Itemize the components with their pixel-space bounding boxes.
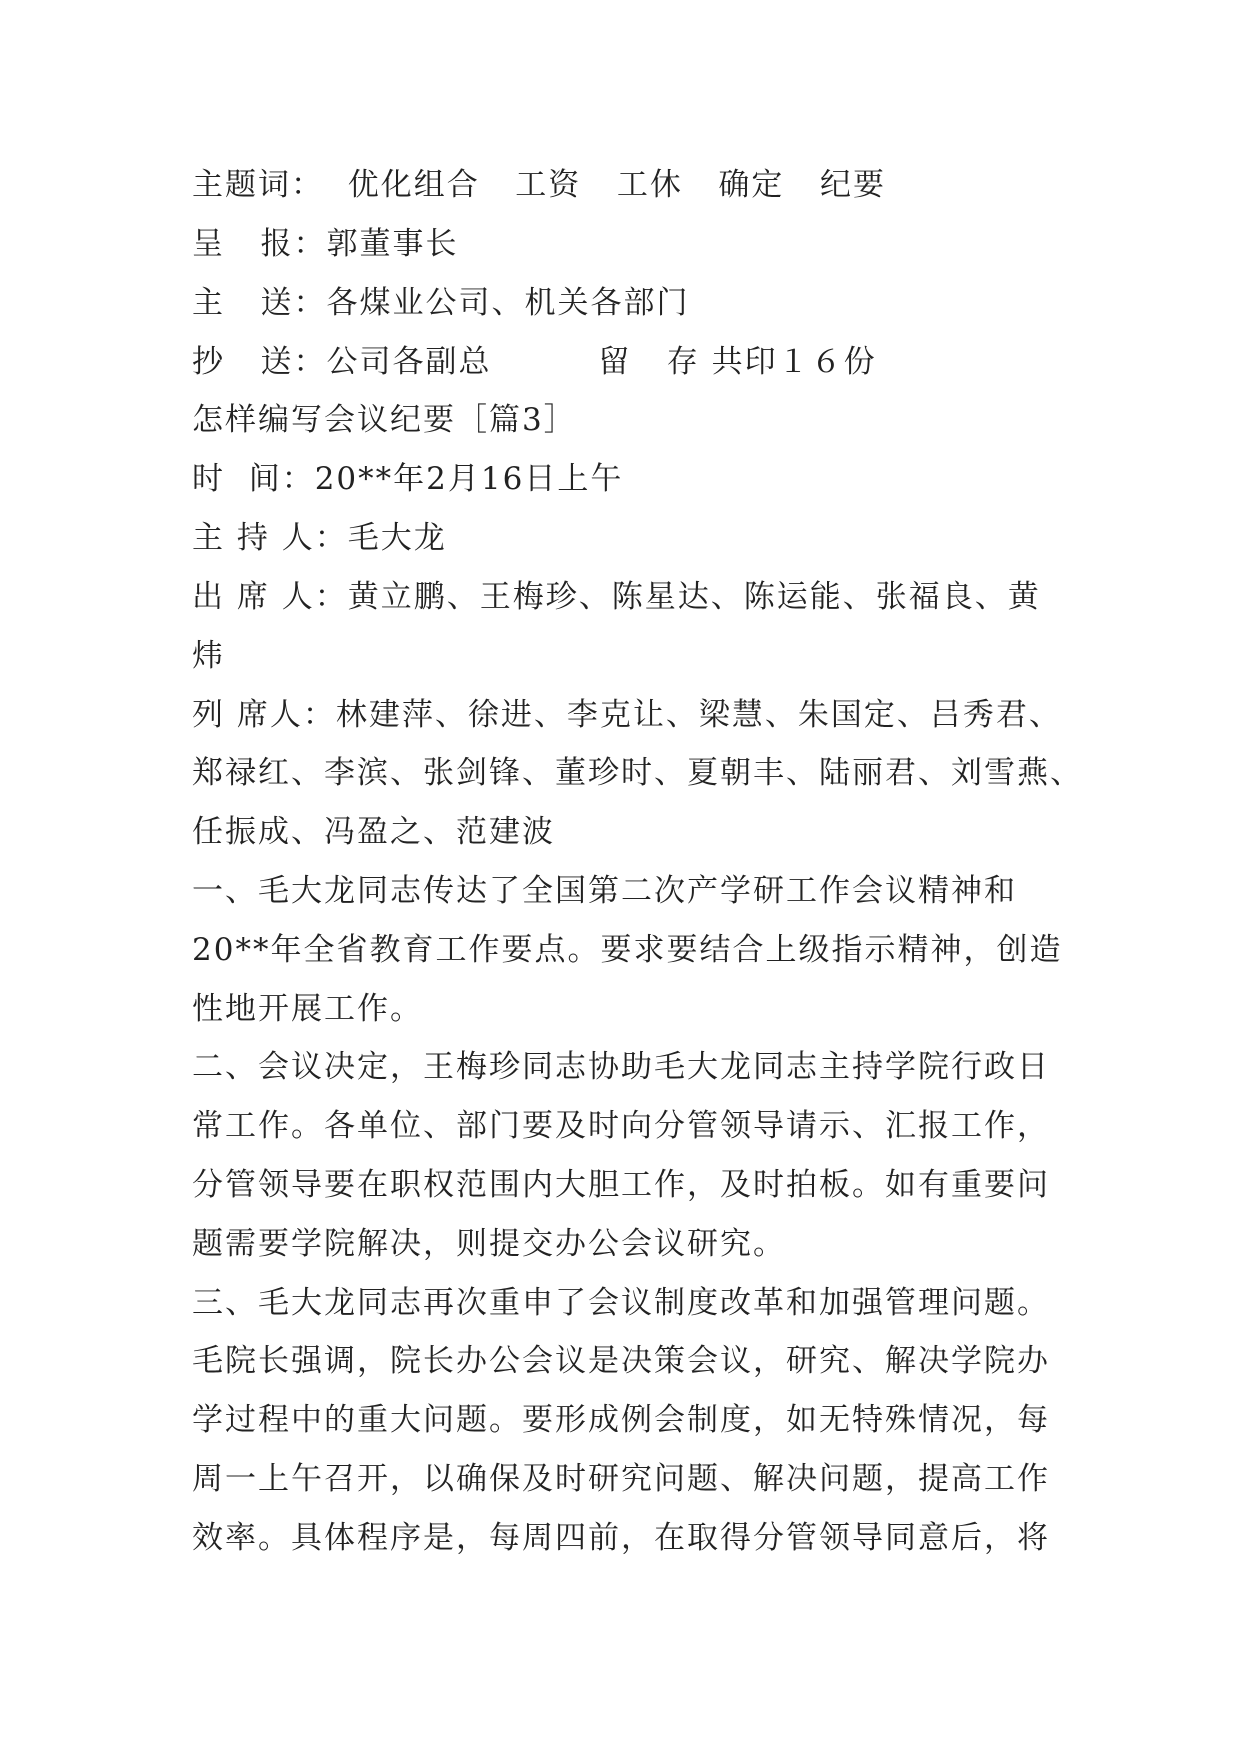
attendees-line: 出 席 人：黄立鹏、王梅珍、陈星达、陈运能、张福良、黄 (192, 579, 1041, 615)
attendees-line-cont: 炜 (192, 638, 225, 674)
paragraph-line: 性地开展工作。 (192, 991, 423, 1027)
paragraph-line: 效率。具体程序是，每周四前，在取得分管领导同意后，将 (192, 1520, 1050, 1556)
paragraph-line: 常工作。各单位、部门要及时向分管领导请示、汇报工作， (192, 1108, 1050, 1144)
section-heading: 怎样编写会议纪要［篇3］ (192, 402, 577, 438)
observers-line-cont: 郑禄红、李滨、张剑锋、董珍时、夏朝丰、陆丽君、刘雪燕、 (192, 755, 1083, 791)
observers-line-cont: 任振成、冯盈之、范建波 (192, 814, 555, 850)
paragraph-line: 20**年全省教育工作要点。要求要结合上级指示精神，创造 (192, 932, 1063, 968)
paragraph-line: 毛院长强调，院长办公会议是决策会议，研究、解决学院办 (192, 1343, 1050, 1379)
paragraph-line: 周一上午召开，以确保及时研究问题、解决问题，提高工作 (192, 1461, 1050, 1497)
paragraph-line: 题需要学院解决，则提交办公会议研究。 (192, 1226, 786, 1262)
paragraph-line: 一、毛大龙同志传达了全国第二次产学研工作会议精神和 (192, 873, 1017, 909)
observers-line: 列 席人：林建萍、徐进、李克让、梁慧、朱国定、吕秀君、 (192, 697, 1062, 733)
report-to-line: 呈 报：郭董事长 (192, 226, 459, 262)
keywords-line: 主题词： 优化组合 工资 工休 确定 纪要 (192, 167, 886, 203)
paragraph-line: 学过程中的重大问题。要形成例会制度，如无特殊情况，每 (192, 1402, 1050, 1438)
meeting-host-line: 主 持 人：毛大龙 (192, 520, 447, 556)
meeting-time-line: 时 间：20**年2月16日上午 (192, 461, 624, 497)
paragraph-line: 分管领导要在职权范围内大胆工作，及时拍板。如有重要问 (192, 1167, 1050, 1203)
main-send-line: 主 送：各煤业公司、机关各部门 (192, 285, 690, 321)
copy-send-line: 抄 送：公司各副总 留 存 共印１６份 (192, 344, 877, 380)
paragraph-line: 三、毛大龙同志再次重申了会议制度改革和加强管理问题。 (192, 1285, 1050, 1321)
paragraph-line: 二、会议决定，王梅珍同志协助毛大龙同志主持学院行政日 (192, 1049, 1050, 1085)
